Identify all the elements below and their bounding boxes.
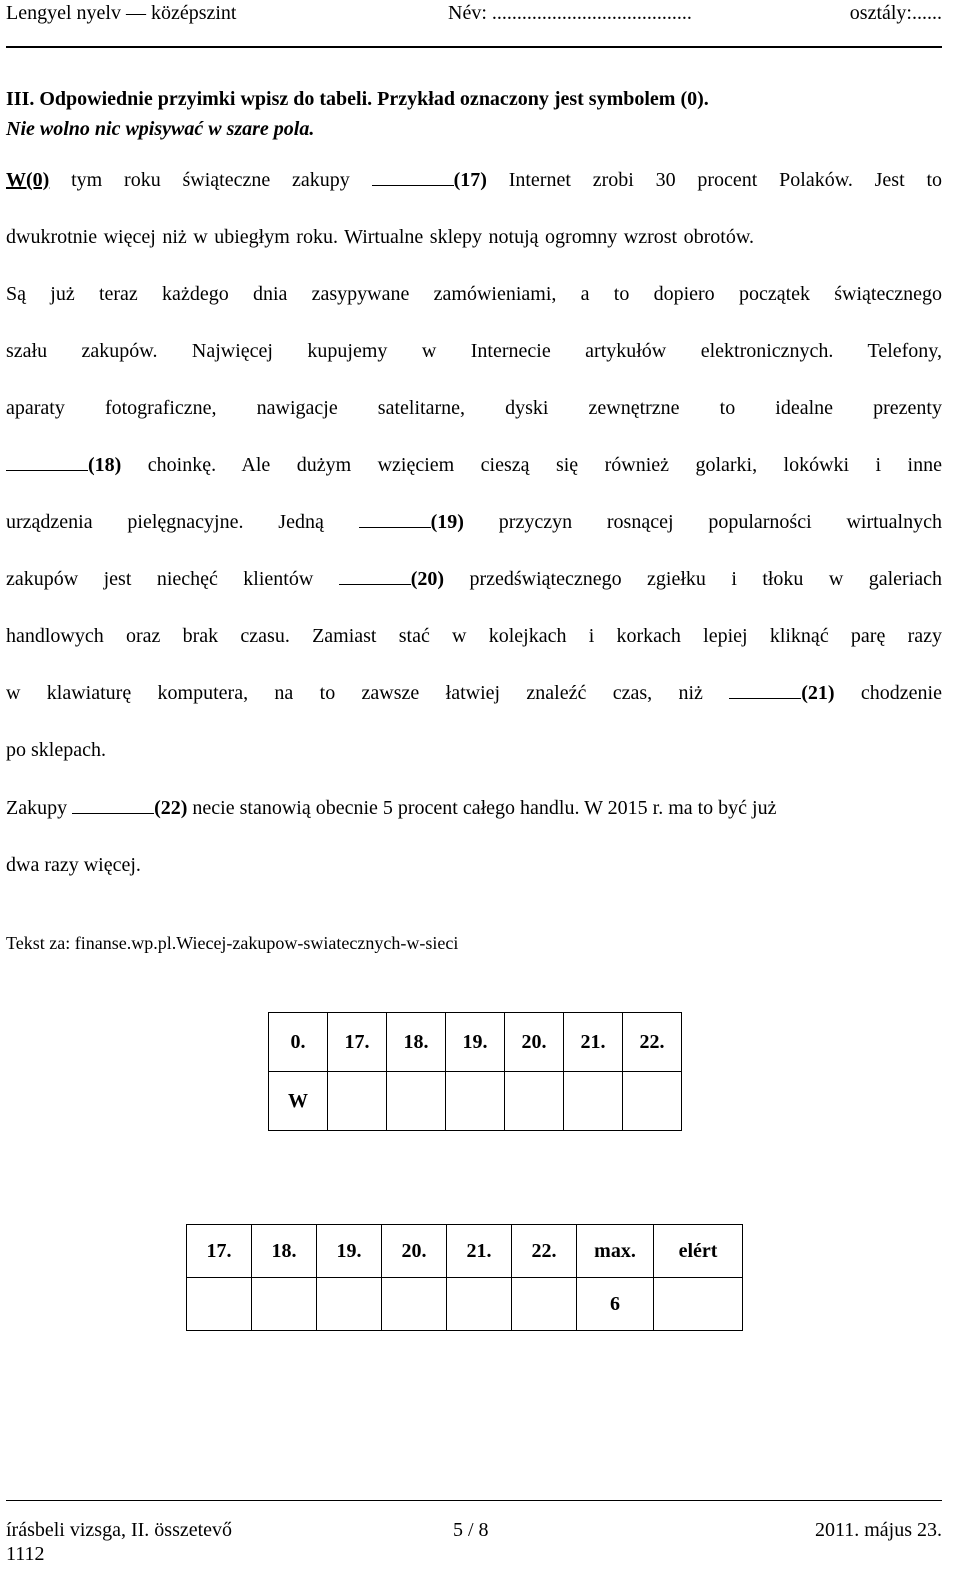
blank-20[interactable]: [339, 566, 411, 585]
score-header-cell: 18.: [252, 1225, 317, 1278]
answer-header-cell: 17.: [328, 1013, 387, 1072]
exam-subject: Lengyel nyelv — középszint: [6, 2, 237, 24]
instruction-note: Nie wolno nic wpisywać w szare pola.: [6, 118, 315, 140]
blank-18[interactable]: [6, 452, 88, 471]
score-header-cell: 20.: [382, 1225, 447, 1278]
text-line: w klawiaturę komputera, na to zawsze łatwiej znaleźć czas, niż (21) chodzenie: [6, 682, 942, 704]
score-cell[interactable]: [187, 1278, 252, 1331]
exam-date: 2011. május 23.: [814, 1519, 942, 1541]
text-line: zakupów jest niechęć klientów (20) przedświątecznego zgiełku i tłoku w galeriach: [6, 568, 943, 590]
footer-rule: [6, 1500, 942, 1501]
score-cell[interactable]: [252, 1278, 317, 1331]
score-header-achieved: elért: [654, 1225, 743, 1278]
text-line: W(0) tym roku świąteczne zakupy (17) Internet zrobi 30 procent Polaków. Jest to: [6, 169, 942, 191]
answer-cell-20[interactable]: [505, 1072, 564, 1131]
answer-example-cell: W: [269, 1072, 328, 1131]
name-field: Név: ........................................: [448, 2, 692, 24]
class-field: osztály:......: [849, 2, 942, 24]
answer-cell-22[interactable]: [623, 1072, 682, 1131]
score-header-max: max.: [577, 1225, 654, 1278]
answer-cell-19[interactable]: [446, 1072, 505, 1131]
score-header-cell: 21.: [447, 1225, 512, 1278]
answer-header-cell: 18.: [387, 1013, 446, 1072]
score-table-header-row: [187, 1225, 743, 1278]
text-line: szału zakupów. Najwięcej kupujemy w Internecie artykułów elektronicznych. Telefony,: [6, 340, 942, 362]
score-header-cell: 19.: [317, 1225, 382, 1278]
text-line: dwa razy więcej.: [6, 854, 141, 876]
text-line: Zakupy (22) necie stanowią obecnie 5 procent całego handlu. W 2015 r. ma to być już: [6, 797, 777, 819]
page-header: [6, 0, 942, 30]
score-max-value: 6: [577, 1278, 654, 1331]
exam-part: írásbeli vizsga, II. összetevő: [6, 1519, 233, 1541]
answer-cell-21[interactable]: [564, 1072, 623, 1131]
text-line: (18) choinkę. Ale dużym wzięciem cieszą się również golarki, lokówki i inne: [6, 450, 942, 480]
answer-cell-18[interactable]: [387, 1072, 446, 1131]
text-line: urządzenia pielęgnacyjne. Jedną (19) przyczyn rosnącej popularności wirtualnych: [6, 511, 942, 533]
score-cell[interactable]: [512, 1278, 577, 1331]
answer-header-cell: 21.: [564, 1013, 623, 1072]
text-line: po sklepach.: [6, 739, 106, 761]
text-line: dwukrotnie więcej niż w ubiegłym roku. Wirtualne sklepy notują ogromny wzrost obrotów.: [6, 226, 754, 248]
answer-header-cell: 22.: [623, 1013, 682, 1072]
answer-header-cell: 20.: [505, 1013, 564, 1072]
score-table-row: [187, 1278, 743, 1331]
exam-code: 1112: [6, 1543, 45, 1565]
score-table: [186, 1224, 743, 1331]
answer-table-row: [269, 1072, 682, 1131]
text-line: aparaty fotograficzne, nawigacje satelitarne, dyski zewnętrzne to idealne prezenty: [6, 397, 942, 419]
score-cell[interactable]: [382, 1278, 447, 1331]
page-number: 5 / 8: [453, 1519, 489, 1541]
blank-17[interactable]: [372, 167, 454, 186]
score-cell[interactable]: [447, 1278, 512, 1331]
task-instruction: [6, 84, 709, 144]
text-source: Tekst za: finanse.wp.pl.Wiecej-zakupow-swiatecznych-w-sieci: [6, 933, 459, 953]
answer-header-cell: 19.: [446, 1013, 505, 1072]
score-cell[interactable]: [317, 1278, 382, 1331]
answer-table: [268, 1012, 682, 1131]
header-rule: [6, 46, 942, 48]
answer-table-header-row: [269, 1013, 682, 1072]
answer-header-cell: 0.: [269, 1013, 328, 1072]
text-line: handlowych oraz brak czasu. Zamiast stać w kolejkach i korkach lepiej kliknąć parę razy: [6, 625, 942, 647]
score-header-cell: 17.: [187, 1225, 252, 1278]
score-achieved-cell[interactable]: [654, 1278, 743, 1331]
blank-21[interactable]: [729, 680, 801, 699]
answer-cell-17[interactable]: [328, 1072, 387, 1131]
score-header-cell: 22.: [512, 1225, 577, 1278]
text-line: Są już teraz każdego dnia zasypywane zamówieniami, a to dopiero początek świątecznego: [6, 283, 942, 305]
instruction-line: III. Odpowiednie przyimki wpisz do tabeli. Przykład oznaczony jest symbolem (0).: [6, 88, 709, 110]
blank-19[interactable]: [359, 509, 431, 528]
blank-22[interactable]: [72, 795, 154, 814]
